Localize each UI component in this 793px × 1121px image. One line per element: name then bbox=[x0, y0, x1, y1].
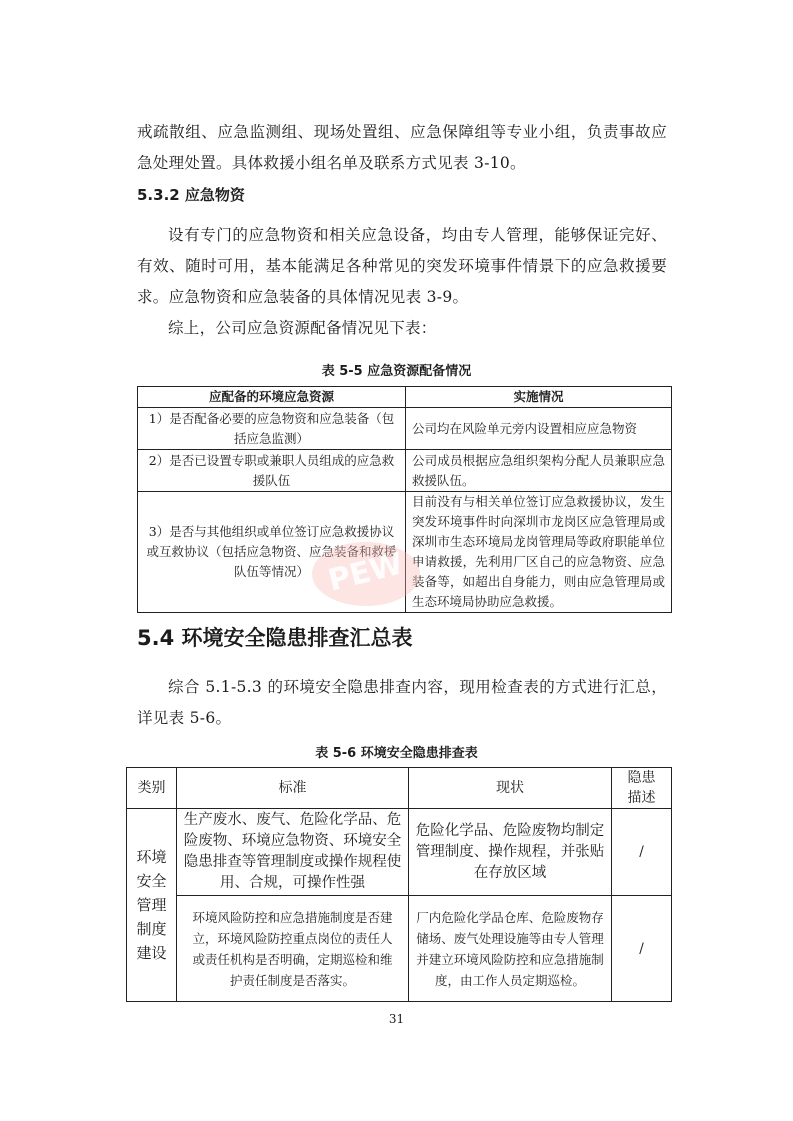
status-cell: 危险化学品、危险废物均制定管理制度、操作规程，并张贴在存放区域 bbox=[409, 809, 612, 896]
status-cell: 厂内危险化学品仓库、危险废物存储场、废气处理设施等由专人管理并建立环境风险防控和应急措施制度，由工作人员定期巡检。 bbox=[409, 896, 612, 1002]
page-number: 31 bbox=[388, 1012, 405, 1026]
table-header-row bbox=[138, 387, 672, 408]
table-5-5-caption: 表 5-5 应急资源配备情况 bbox=[321, 364, 472, 379]
resource-cell: 3）是否与其他组织或单位签订应急救援协议或互救协议（包括应急物资、应急装备和救援队伍等情况） bbox=[138, 492, 406, 613]
hazard-cell: / bbox=[612, 809, 672, 896]
table-5-6-caption: 表 5-6 环境安全隐患排查表 bbox=[315, 746, 478, 761]
table-row bbox=[138, 450, 672, 492]
section-heading-5-4: 5.4 环境安全隐患排查汇总表 bbox=[137, 626, 413, 650]
table-row bbox=[127, 896, 672, 1002]
table-row bbox=[138, 408, 672, 450]
resource-cell: 2）是否已设置专职或兼职人员组成的应急救援队伍 bbox=[138, 450, 406, 492]
table-row bbox=[127, 809, 672, 896]
column-header: 类别 bbox=[127, 768, 177, 809]
category-cell: 环境安全管理制度建设 bbox=[127, 809, 177, 1002]
table-header-row bbox=[127, 768, 672, 809]
column-header: 标准 bbox=[177, 768, 409, 809]
table-5-6 bbox=[126, 767, 672, 1002]
column-header: 应配备的环境应急资源 bbox=[138, 387, 406, 408]
watermark-text: PEW bbox=[324, 546, 407, 599]
standard-cell: 生产废水、废气、危险化学品、危险废物、环境应急物资、环境安全隐患排查等管理制度或操作规程使用、合规，可操作性强 bbox=[177, 809, 409, 896]
hazard-cell: / bbox=[612, 896, 672, 1002]
column-header: 隐患描述 bbox=[612, 768, 672, 809]
status-cell: 公司成员根据应急组织架构分配人员兼职应急救援队伍。 bbox=[406, 450, 672, 492]
status-cell: 目前没有与相关单位签订应急救援协议，发生突发环境事件时向深圳市龙岗区应急管理局或深圳市生态环境局龙岗管理局等政府职能单位申请救援，先利用厂区自己的应急物资、应急装备等，如超出自身能力，则由应急管理局或生态环境局协助应急救援。 bbox=[406, 492, 672, 613]
column-header: 实施情况 bbox=[406, 387, 672, 408]
section-heading-5-3-2: 5.3.2 应急物资 bbox=[137, 186, 245, 204]
summary-paragraph: 综上，公司应急资源配备情况见下表： bbox=[168, 319, 437, 337]
status-cell: 公司均在风险单元旁内设置相应应急物资 bbox=[406, 408, 672, 450]
standard-cell: 环境风险防控和应急措施制度是否建立，环境风险防控重点岗位的责任人或责任机构是否明确，定期巡检和维护责任制度是否落实。 bbox=[177, 896, 409, 1002]
checklist-intro-paragraph: 综合 5.1-5.3 的环境安全隐患排查内容，现用检查表的方式进行汇总，详见表 5-6。 bbox=[137, 678, 667, 727]
resource-cell: 1）是否配备必要的应急物资和应急装备（包括应急监测） bbox=[138, 408, 406, 450]
intro-paragraph: 戒疏散组、应急监测组、现场处置组、应急保障组等专业小组，负责事故应急处理处置。具体救援小组名单及联系方式见表 3-10。 bbox=[137, 123, 667, 172]
table-row bbox=[138, 492, 672, 613]
column-header: 现状 bbox=[409, 768, 612, 809]
materials-paragraph: 设有专门的应急物资和相关应急设备，均由专人管理，能够保证完好、有效、随时可用，基本能满足各种常见的突发环境事件情景下的应急救援要求。应急物资和应急装备的具体情况见表 3-9。 bbox=[137, 226, 667, 306]
table-5-5 bbox=[137, 386, 672, 613]
